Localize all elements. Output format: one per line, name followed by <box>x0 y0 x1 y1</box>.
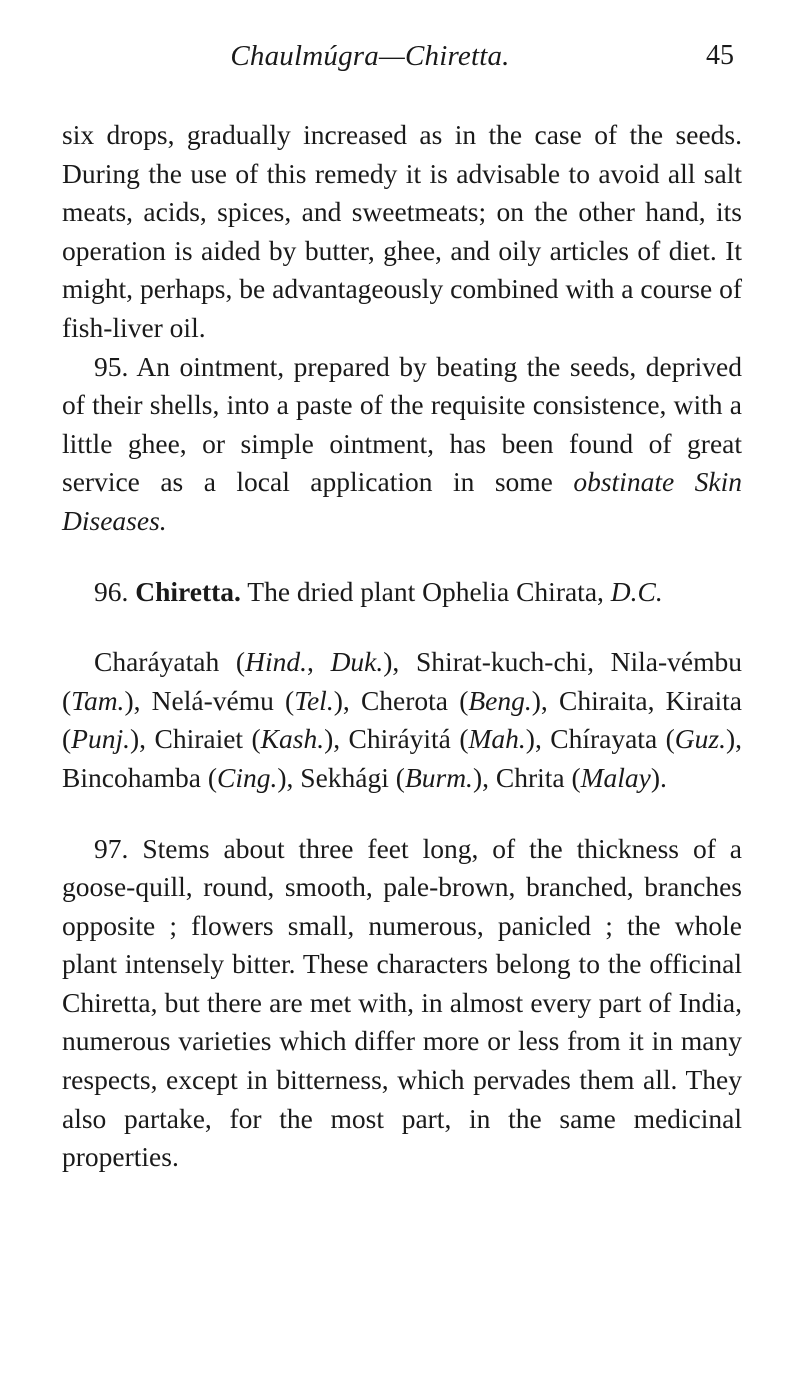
vernacular-name-text: ), Sekhági ( <box>277 761 405 793</box>
paragraph-text: An ointment, prepared by beating the seeds, deprived of their shells, into a paste of the requisite consistence, with a little ghee, or simple ointment, has been found of great service as a local application in some <box>62 350 742 498</box>
vernacular-name-text: ), Nelá-vému ( <box>124 684 295 716</box>
vernacular-name-text: ). <box>650 761 667 793</box>
paragraph-text: Stems about three feet long, of the thickness of a goose-quill, round, smooth, pale-brown, branched, branches opposite ; flowers small, numerous, panicled ; the whole plant intensely bitter. These characters belong to the officinal Chiretta, but there are met with, in almost every part of India, numerous varieties which differ more or less from it in many respects, except in bitterness, which pervades them all. They also partake, for the most part, in the same medicinal properties. <box>62 832 742 1173</box>
running-title: Chaulmúgra—Chiretta. <box>230 40 510 72</box>
vernacular-name-text: ), Chiráyitá ( <box>324 723 469 755</box>
paragraph-95 <box>62 348 742 541</box>
language-abbreviation: Malay <box>580 761 651 793</box>
language-abbreviation: Tel. <box>294 684 334 716</box>
vernacular-name-text: ), Chrita ( <box>472 761 581 793</box>
vernacular-name-text: ), Chiraita, Kiraita ( <box>62 684 742 755</box>
page-number: 45 <box>706 40 734 71</box>
language-abbreviation: Duk. <box>330 646 384 678</box>
paragraph-97 <box>62 830 742 1177</box>
vernacular-name-text: ), Cherota ( <box>333 684 469 716</box>
vernacular-name-text: ), Chiraiet ( <box>130 723 261 755</box>
body-text <box>62 116 742 1177</box>
vernacular-name-text: ), Bincohamba ( <box>62 723 742 793</box>
paragraph-number: 95. <box>94 350 129 382</box>
language-abbreviation: Guz. <box>674 723 726 755</box>
paragraph-number: 96. <box>94 575 129 607</box>
vernacular-name-text: ), Chírayata ( <box>525 723 675 755</box>
vernacular-names-paragraph <box>62 643 742 797</box>
language-abbreviation: Burm. <box>404 761 473 793</box>
paragraph-continuation: six drops, gradually increased as in the case of the seeds. During the use of this remedy it is advisable to avoid all salt meats, acids, spices, and sweetmeats; on the other hand, its operation is aided by butter, ghee, and oily articles of diet. It might, perhaps, be advantageously combined with a course of fish-liver oil. <box>62 119 742 343</box>
paragraph-number: 97. <box>94 832 129 864</box>
paragraph-text: The dried plant Ophelia Chirata, <box>240 575 611 607</box>
vernacular-name-text: ), Shirat-kuch-chi, Nila-vémbu ( <box>62 646 743 716</box>
paragraph-italic-text: obstinate Skin Diseases. <box>62 466 742 536</box>
vernacular-name-text: Charáyatah ( <box>94 646 246 678</box>
language-abbreviation: Punj. <box>71 723 130 755</box>
paragraph-96 <box>62 573 742 612</box>
language-abbreviation: Kash. <box>260 723 325 755</box>
paragraph-italic-text: D.C. <box>610 575 663 607</box>
language-abbreviation: Beng. <box>468 684 532 716</box>
section-heading: Chiretta. <box>135 575 241 607</box>
language-abbreviation: Hind. <box>245 646 307 678</box>
vernacular-name-text: , <box>306 646 331 678</box>
language-abbreviation: Tam. <box>71 684 125 716</box>
language-abbreviation: Cing. <box>217 761 278 793</box>
language-abbreviation: Mah. <box>468 723 526 755</box>
